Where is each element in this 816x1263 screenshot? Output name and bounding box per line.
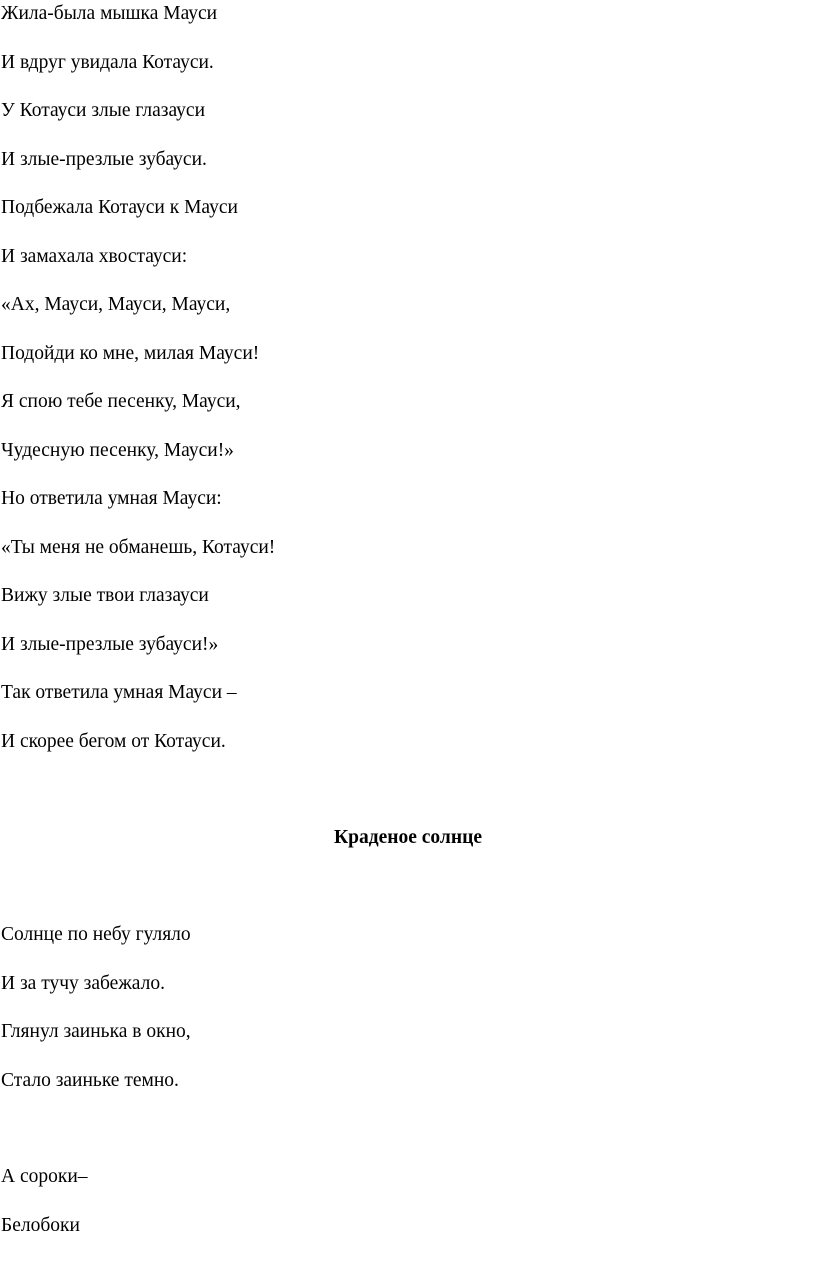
poem-line: Подбежала Котауси к Мауси xyxy=(1,197,238,218)
poem-line: Так ответила умная Мауси – xyxy=(1,682,237,703)
poem-line: У Котауси злые глазауси xyxy=(1,100,206,121)
poem-line: Чудесную песенку, Мауси!» xyxy=(1,440,234,461)
poem-line: Глянул заинька в окно, xyxy=(1,1021,191,1042)
poem-line: Жила-была мышка Мауси xyxy=(1,3,218,24)
poem-line: Но ответила умная Мауси: xyxy=(1,488,222,509)
poem-line: И злые-презлые зубауси!» xyxy=(1,634,219,655)
poem-line: Подойди ко мне, милая Мауси! xyxy=(1,343,260,364)
poem-line: И вдруг увидала Котауси. xyxy=(1,52,214,73)
poem-line: Солнце по небу гуляло xyxy=(1,924,191,945)
poem-line: И скорее бегом от Котауси. xyxy=(1,731,226,752)
poem-line: Белобоки xyxy=(1,1215,80,1236)
poem-line: Я спою тебе песенку, Мауси, xyxy=(1,391,241,412)
poem-line: И за тучу забежало. xyxy=(1,973,165,994)
poem-line: И злые-презлые зубауси. xyxy=(1,149,207,170)
poem-line: А сороки– xyxy=(1,1166,88,1187)
poem-line: И замахала хвостауси: xyxy=(1,246,188,267)
poem-line: «Ты меня не обманешь, Котауси! xyxy=(1,537,276,558)
poem-title: Краденое солнце xyxy=(334,827,482,848)
poem-line: Стало заиньке темно. xyxy=(1,1070,179,1091)
poem-line: Вижу злые твои глазауси xyxy=(1,585,209,606)
poem-line: «Ах, Мауси, Мауси, Мауси, xyxy=(1,294,231,315)
